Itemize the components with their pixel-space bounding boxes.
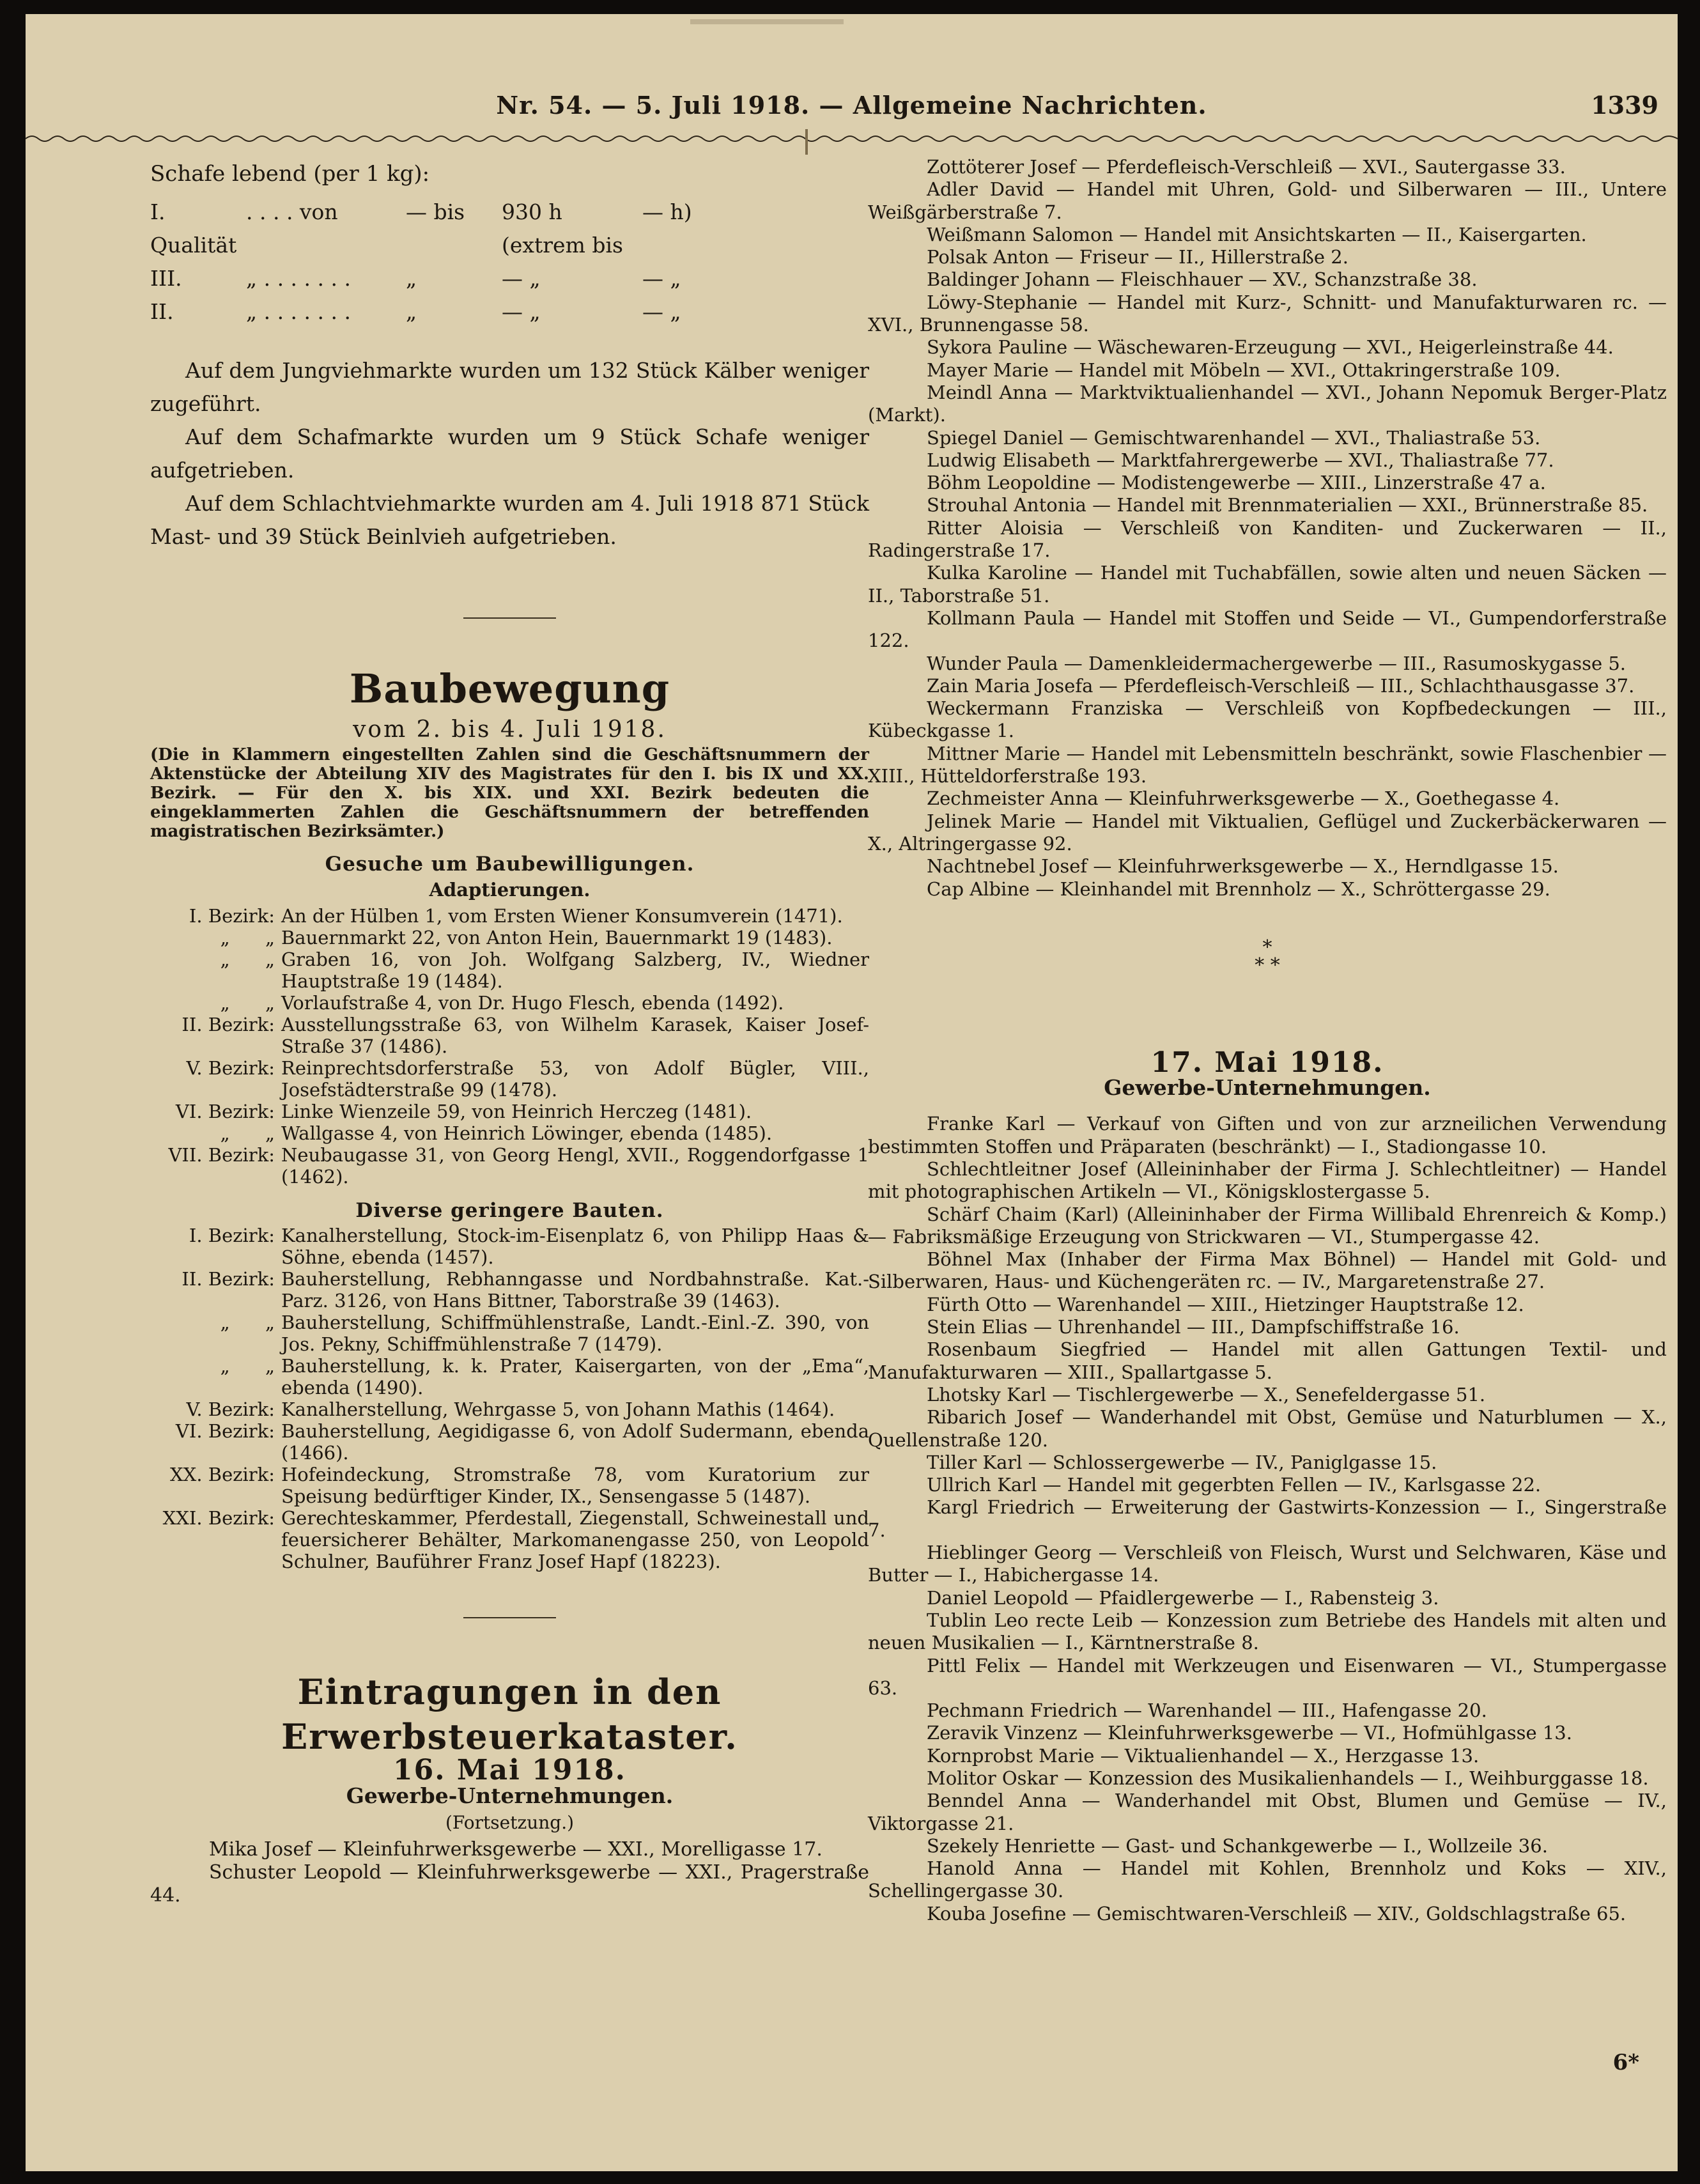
sheep-heading: Schafe lebend (per 1 kg): bbox=[150, 161, 430, 187]
baubewegung-title: Baubewegung bbox=[349, 665, 670, 712]
sheep-row: III. „ . . . . . . . „ — „ — „ bbox=[150, 266, 681, 291]
sheep-row: II. „ . . . . . . . „ — „ — „ bbox=[150, 299, 681, 324]
list-item: Cap Albine — Kleinhandel mit Brennholz — X., Schröttergasse 29. bbox=[927, 878, 1550, 900]
adaptierungen-list bbox=[150, 905, 869, 1188]
list-item: Tiller Karl — Schlossergewerbe — IV., Paniglgasse 15. bbox=[927, 1451, 1437, 1473]
entries-list-a bbox=[868, 156, 1667, 901]
list-item: Ribarich Josef — Wanderhandel mit Obst, Gemüse und Naturblumen — X., Quellenstraße 120. bbox=[868, 1406, 1667, 1451]
baubewegung-subtitle: vom 2. bis 4. Juli 1918. bbox=[353, 716, 667, 743]
baubewegung-note: (Die in Klammern eingestellten Zahlen sind die Geschäftsnummern der Aktenstücke der Abteilung XIV des Magistrates für den I. bis IX und XX. Bezirk. — Für den X. bis XIX. und XXI. Bezirk bedeuten die eingeklammerten Zahlen die Geschäftsnummern der betreffenden magistratischen Bezirksämter.) bbox=[150, 745, 869, 841]
list-item: „ „ Bauherstellung, k. k. Prater, Kaisergarten, von der „Ema“, ebenda (1490). bbox=[220, 1355, 869, 1398]
asterism: * * bbox=[1255, 954, 1280, 977]
gewerbe-heading: Gewerbe-Unternehmungen. bbox=[1104, 1075, 1431, 1101]
list-item: Kollmann Paula — Handel mit Stoffen und Seide — VI., Gumpendorferstraße 122. bbox=[868, 607, 1667, 652]
list-item: Schärf Chaim (Karl) (Alleininhaber der Firma Willibald Ehrenreich & Komp.) — Fabriksmäßige Erzeugung von Strickwaren — VI., Stumpergasse 42. bbox=[868, 1203, 1667, 1248]
entries-list-b bbox=[868, 1113, 1667, 1925]
list-item: XX. Bezirk: Hofeindeckung, Stromstraße 78, vom Kuratorium zur Speisung bedürftiger Kinder, IX., Sensengasse 5 (1487). bbox=[170, 1464, 869, 1507]
list-item: Zeravik Vinzenz — Kleinfuhrwerksgewerbe — VI., Hofmühlgasse 13. bbox=[927, 1722, 1572, 1744]
list-item: Ritter Aloisia — Verschleiß von Kanditen- und Zuckerwaren — II., Radingerstraße 17. bbox=[868, 516, 1667, 562]
fortsetzung-note: (Fortsetzung.) bbox=[445, 1812, 575, 1833]
list-item: II. Bezirk: Ausstellungsstraße 63, von Wilhelm Karasek, Kaiser Josef-Straße 37 (1486). bbox=[182, 1014, 869, 1057]
faded-stamp bbox=[690, 17, 844, 26]
list-item: Spiegel Daniel — Gemischtwarenhandel — XVI., Thaliastraße 53. bbox=[927, 426, 1541, 449]
list-item: V. Bezirk: Kanalherstellung, Wehrgasse 5, von Johann Mathis (1464). bbox=[186, 1398, 835, 1420]
list-item: Wunder Paula — Damenkleidermachergewerbe — III., Rasumoskygasse 5. bbox=[927, 652, 1627, 674]
list-item: V. Bezirk: Reinprechtsdorferstraße 53, von Adolf Bügler, VIII., Josefstädterstraße 99 (1478). bbox=[186, 1057, 869, 1101]
list-item: XXI. Bezirk: Gerechteskammer, Pferdestall, Ziegenstall, Schweinestall und feuersicherer Behälter, Markomanengasse 250, von Leopold Schulner, Bauführer Franz Josef Hapf (18223). bbox=[162, 1507, 869, 1572]
list-item: Böhm Leopoldine — Modistengewerbe — XIII., Linzerstraße 47 a. bbox=[927, 472, 1546, 494]
list-item: Kouba Josefine — Gemischtwaren-Verschleiß — XIV., Goldschlagstraße 65. bbox=[927, 1902, 1627, 1925]
sheep-row: I. Qualität . . . . von — bis 930 h (extrem bis — h) bbox=[150, 199, 692, 258]
date-heading: 17. Mai 1918. bbox=[1150, 1046, 1384, 1079]
list-item: Ullrich Karl — Handel mit gegerbten Fellen — IV., Karlsgasse 22. bbox=[927, 1474, 1542, 1496]
market-paragraph: Auf dem Schafmarkte wurden um 9 Stück Schafe weniger aufgetrieben. bbox=[150, 424, 869, 483]
list-item: Ludwig Elisabeth — Marktfahrergewerbe — XVI., Thaliastraße 77. bbox=[927, 449, 1554, 471]
list-item: Stein Elias — Uhrenhandel — III., Dampfschiffstraße 16. bbox=[927, 1316, 1460, 1338]
list-item: VII. Bezirk: Neubaugasse 31, von Georg Hengl, XVII., Roggendorfgasse 1 (1462). bbox=[168, 1144, 869, 1188]
signature-mark: 6* bbox=[1612, 2050, 1639, 2075]
list-item: Weißmann Salomon — Handel mit Ansichtskarten — II., Kaisergarten. bbox=[927, 223, 1587, 245]
list-item: Mayer Marie — Handel mit Möbeln — XVI., Ottakringerstraße 109. bbox=[927, 359, 1561, 381]
list-item: Kargl Friedrich — Erweiterung der Gastwirts-Konzession — I., Singerstraße 7. bbox=[868, 1496, 1667, 1541]
list-item: „ „ Vorlaufstraße 4, von Dr. Hugo Flesch, ebenda (1492). bbox=[220, 992, 784, 1014]
header-title: Nr. 54. — 5. Juli 1918. — Allgemeine Nachrichten. bbox=[496, 91, 1207, 120]
list-item: Zottöterer Josef — Pferdefleisch-Verschleiß — XVI., Sautergasse 33. bbox=[927, 156, 1566, 178]
list-item: Löwy-Stephanie — Handel mit Kurz-, Schnitt- und Manufakturwaren rc. — XVI., Brunnengasse 58. bbox=[868, 291, 1667, 336]
list-item: Adler David — Handel mit Uhren, Gold- und Silberwaren — III., Untere Weißgärberstraße 7. bbox=[868, 178, 1667, 223]
eintragungen-title: Eintragungen in den Erwerbsteuerkataster. bbox=[281, 1671, 738, 1757]
list-item: Sykora Pauline — Wäschewaren-Erzeugung — XVI., Heigerleinstraße 44. bbox=[927, 336, 1614, 359]
list-item: Böhnel Max (Inhaber der Firma Max Böhnel) — Handel mit Gold- und Silberwaren, Haus- und Küchengeräten rc. — IV., Margaretenstraße 27. bbox=[868, 1248, 1667, 1293]
list-item: Fürth Otto — Warenhandel — XIII., Hietzinger Hauptstraße 12. bbox=[927, 1293, 1524, 1315]
list-item: Strouhal Antonia — Handel mit Brennmaterialien — XXI., Brünnerstraße 85. bbox=[927, 494, 1648, 516]
list-item: Polsak Anton — Friseur — II., Hillerstraße 2. bbox=[927, 246, 1348, 268]
list-item: Baldinger Johann — Fleischhauer — XV., Schanzstraße 38. bbox=[927, 268, 1478, 291]
list-item: Kulka Karoline — Handel mit Tuchabfällen, sowie alten und neuen Säcken — II., Taborstraße 51. bbox=[868, 562, 1667, 607]
list-item: Hieblinger Georg — Verschleiß von Fleisch, Wurst und Selchwaren, Käse und Butter — I., Habichergasse 14. bbox=[868, 1542, 1667, 1586]
header-wavy-rule bbox=[26, 132, 1678, 145]
list-item: „ „ Graben 16, von Joh. Wolfgang Salzberg, IV., Wiedner Hauptstraße 19 (1484). bbox=[220, 949, 869, 992]
list-item: Weckermann Franziska — Verschleiß von Kopfbedeckungen — III., Kübeckgasse 1. bbox=[868, 697, 1667, 742]
list-item: Rosenbaum Siegfried — Handel mit allen Gattungen Textil- und Manufakturwaren — XIII., Spallartgasse 5. bbox=[868, 1338, 1667, 1383]
list-item: Meindl Anna — Marktviktualienhandel — XVI., Johann Nepomuk Berger-Platz (Markt). bbox=[868, 381, 1667, 426]
section-heading: Diverse geringere Bauten. bbox=[355, 1199, 664, 1222]
market-paragraph: Auf dem Schlachtviehmarkte wurden am 4. Juli 1918 871 Stück Mast- und 39 Stück Beinlvieh aufgetrieben. bbox=[150, 491, 869, 549]
list-item: Kornprobst Marie — Viktualienhandel — X., Herzgasse 13. bbox=[927, 1744, 1480, 1767]
list-item: Pechmann Friedrich — Warenhandel — III., Hafengasse 20. bbox=[927, 1700, 1487, 1722]
list-item: Hanold Anna — Handel mit Kohlen, Brennholz und Koks — XIV., Schellingergasse 30. bbox=[868, 1857, 1667, 1902]
list-item: Schlechtleitner Josef (Alleininhaber der Firma J. Schlechtleitner) — Handel mit photographischen Artikeln — VI., Königsklostergasse 5. bbox=[868, 1158, 1667, 1203]
list-item: II. Bezirk: Bauherstellung, Rebhanngasse und Nordbahnstraße. Kat.-Parz. 3126, von Hans Bittner, Taborstraße 39 (1463). bbox=[182, 1268, 869, 1312]
gewerbe-heading: Gewerbe-Unternehmungen. bbox=[346, 1783, 674, 1808]
list-item: Mittner Marie — Handel mit Lebensmitteln beschränkt, sowie Flaschenbier — XIII., Hütteldorferstraße 193. bbox=[868, 742, 1667, 787]
list-item: VI. Bezirk: Bauherstellung, Aegidigasse 6, von Adolf Sudermann, ebenda (1466). bbox=[175, 1420, 869, 1464]
list-item: VI. Bezirk: Linke Wienzeile 59, von Heinrich Herczeg (1481). bbox=[175, 1101, 752, 1122]
list-item: Zain Maria Josefa — Pferdefleisch-Verschleiß — III., Schlachthausgasse 37. bbox=[927, 674, 1635, 697]
list-item: Zechmeister Anna — Kleinfuhrwerksgewerbe — X., Goethegasse 4. bbox=[927, 787, 1560, 810]
list-item: Tublin Leo recte Leib — Konzession zum Betriebe des Handels mit alten und neuen Musikalien — I., Kärntnerstraße 8. bbox=[868, 1609, 1667, 1654]
list-item: „ „ Bauherstellung, Schiffmühlenstraße, Landt.-Einl.-Z. 390, von Jos. Pekny, Schiffmühlenstraße 7 (1479). bbox=[220, 1312, 869, 1355]
list-item: Pittl Felix — Handel mit Werkzeugen und Eisenwaren — VI., Stumpergasse 63. bbox=[868, 1654, 1667, 1699]
list-item: Mika Josef — Kleinfuhrwerksgewerbe — XXI., Morelligasse 17. bbox=[209, 1838, 823, 1861]
list-item: Nachtnebel Josef — Kleinfuhrwerksgewerbe — X., Herndlgasse 15. bbox=[927, 855, 1559, 878]
list-item: Benndel Anna — Wanderhandel mit Obst, Blumen und Gemüse — IV., Viktorgasse 21. bbox=[868, 1790, 1667, 1834]
column-divider-mark bbox=[805, 129, 808, 155]
diverse-list bbox=[150, 1225, 869, 1572]
list-item: Daniel Leopold — Pfaidlergewerbe — I., Rabensteig 3. bbox=[927, 1586, 1439, 1609]
page-header bbox=[26, 78, 1678, 129]
list-item: „ „ Wallgasse 4, von Heinrich Löwinger, ebenda (1485). bbox=[220, 1122, 773, 1144]
list-item: „ „ Bauernmarkt 22, von Anton Hein, Bauernmarkt 19 (1483). bbox=[220, 927, 833, 949]
right-column bbox=[868, 156, 1667, 1925]
list-item: Szekely Henriette — Gast- und Schankgewerbe — I., Wollzeile 36. bbox=[927, 1834, 1548, 1857]
list-item: Molitor Oskar — Konzession des Musikalienhandels — I., Weihburggasse 18. bbox=[927, 1767, 1649, 1789]
list-item: I. Bezirk: Kanalherstellung, Stock-im-Eisenplatz 6, von Philipp Haas & Söhne, ebenda (1457). bbox=[189, 1225, 869, 1268]
newspaper-page bbox=[26, 14, 1678, 2171]
list-item: Lhotsky Karl — Tischlergewerbe — X., Senefeldergasse 51. bbox=[927, 1383, 1486, 1406]
section-heading: Gesuche um Baubewilligungen. bbox=[325, 853, 695, 876]
list-item: Jelinek Marie — Handel mit Viktualien, Geflügel und Zuckerbäckerwaren — X., Altringergasse 92. bbox=[868, 810, 1667, 855]
subsection-heading: Adaptierungen. bbox=[429, 879, 591, 901]
list-item: Franke Karl — Verkauf von Giften und von zur arzneilichen Verwendung bestimmten Stoffen und Präparaten (beschränkt) — I., Stadiongasse 10. bbox=[868, 1113, 1667, 1158]
page-number: 1339 bbox=[1591, 91, 1658, 120]
sheep-price-table bbox=[150, 196, 869, 329]
date-heading: 16. Mai 1918. bbox=[393, 1754, 626, 1786]
market-paragraph: Auf dem Jungviehmarkte wurden um 132 Stück Kälber weniger zugeführt. bbox=[150, 358, 869, 416]
asterism: * bbox=[1262, 936, 1272, 959]
list-item: I. Bezirk: An der Hülben 1, vom Ersten Wiener Konsumverein (1471). bbox=[189, 905, 843, 927]
list-item: Schuster Leopold — Kleinfuhrwerksgewerbe — XXI., Pragerstraße 44. bbox=[150, 1861, 869, 1907]
left-column bbox=[150, 162, 869, 1907]
